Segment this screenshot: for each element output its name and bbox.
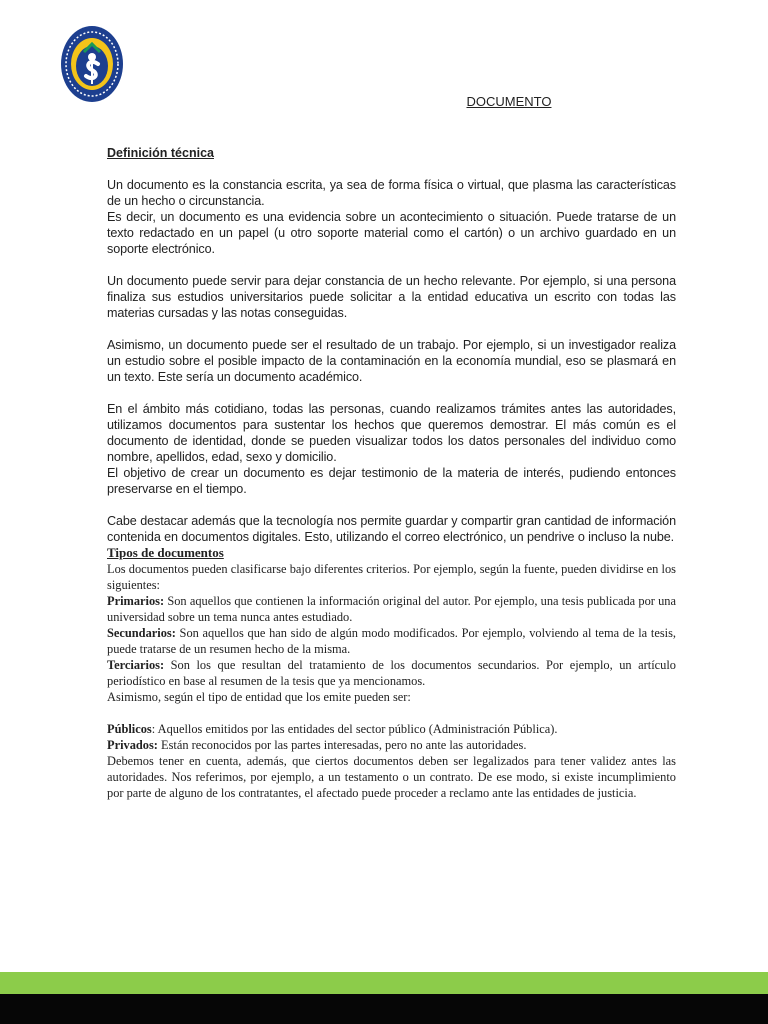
- paragraph: Asimismo, según el tipo de entidad que los emite pueden ser:: [107, 690, 411, 704]
- paragraph: En el ámbito más cotidiano, todas las personas, cuando realizamos trámites antes las autoridades, utilizamos documentos para sustentar los hechos que queremos demostrar. El más común es el documento de identidad, donde se pueden visualizar todos los datos personales del individuo como nombre, apellidos, edad, sexo y domicilio.: [107, 402, 676, 464]
- paragraph: Debemos tener en cuenta, además, que ciertos documentos deben ser legalizados para tener validez antes las autoridades. Nos referimos, por ejemplo, a un testamento o un contrato. De ese modo, si existe incumplimiento por parte de alguno de los contratantes, el afectado puede proceder a reclamo ante las entidades de justicia.: [107, 754, 676, 800]
- term-description: Son aquellos que han sido de algún modo modificados. Por ejemplo, volviendo al tema de la tesis, puede tratarse de un resumen hecho de la misma.: [107, 626, 676, 656]
- term-label: Privados:: [107, 738, 158, 752]
- term-label: Primarios:: [107, 594, 165, 608]
- institution-seal-logo: [60, 24, 124, 104]
- term-description: Están reconocidos por las partes interesadas, pero no ante las autoridades.: [157, 738, 527, 752]
- section-heading-tipos: Tipos de documentos: [107, 545, 224, 560]
- paragraph: El objetivo de crear un documento es dejar testimonio de la materia de interés, pudiendo entonces preservarse en el tiempo.: [107, 466, 676, 496]
- document-body: [107, 145, 676, 801]
- list-item-secundarios: [107, 625, 676, 657]
- list-item-publicos: [107, 721, 676, 737]
- paragraph: Cabe destacar además que la tecnología nos permite guardar y compartir gran cantidad de información contenida en documentos digitales. Esto, utilizando el correo electrónico, un pendrive o incluso la nube.: [107, 514, 676, 544]
- paragraph: Un documento puede servir para dejar constancia de un hecho relevante. Por ejemplo, si una persona finaliza sus estudios universitarios puede solicitar a la entidad educativa un escrito con todas las materias cursadas y las notas conseguidas.: [107, 274, 676, 320]
- term-description: : Aquellos emitidos por las entidades del sector público (Administración Pública).: [151, 722, 558, 736]
- term-label: Terciarios:: [107, 658, 165, 672]
- footer-black-band: [0, 994, 768, 1024]
- term-description: Son aquellos que contienen la información original del autor. Por ejemplo, una tesis publicada por una universidad sobre un tema nunca antes estudiado.: [107, 594, 676, 624]
- section-heading-definicion: Definición técnica: [107, 146, 214, 160]
- list-item-primarios: [107, 593, 676, 625]
- definition-section: [107, 177, 676, 545]
- list-item-terciarios: [107, 657, 676, 689]
- term-label: Públicos: [107, 722, 152, 736]
- paragraph: Asimismo, un documento puede ser el resultado de un trabajo. Por ejemplo, si un investigador realiza un estudio sobre el posible impacto de la contaminación en la economía mundial, eso se plasmará en un texto. Este sería un documento académico.: [107, 338, 676, 384]
- footer-green-band: [0, 972, 768, 994]
- paragraph: Es decir, un documento es una evidencia sobre un acontecimiento o situación. Puede tratarse de un texto redactado en un papel (u otro soporte material como el cartón) o un archivo guardado en un soporte electrónico.: [107, 210, 676, 256]
- document-title: DOCUMENTO: [466, 94, 552, 109]
- list-item-privados: [107, 737, 676, 753]
- term-description: Son los que resultan del tratamiento de los documentos secundarios. Por ejemplo, un artículo periodístico en base al resumen de la tesis que ya mencionamos.: [107, 658, 676, 688]
- term-label: Secundarios:: [107, 626, 176, 640]
- paragraph: Los documentos pueden clasificarse bajo diferentes criterios. Por ejemplo, según la fuente, pueden dividirse en los siguientes:: [107, 562, 676, 592]
- paragraph: Un documento es la constancia escrita, ya sea de forma física o virtual, que plasma las características de un hecho o circunstancia.: [107, 178, 676, 208]
